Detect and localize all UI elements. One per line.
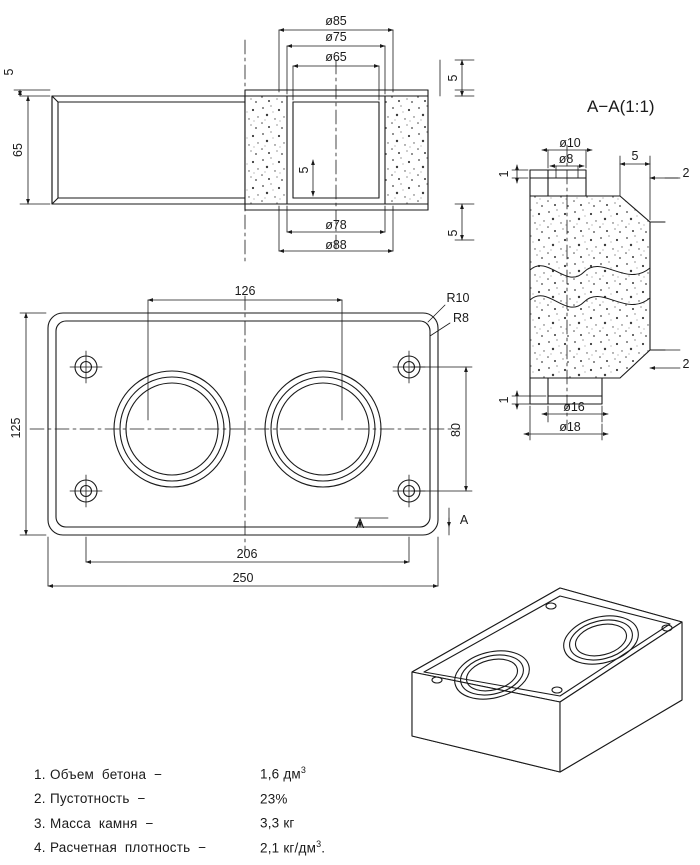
dim-d8: ø8 bbox=[558, 152, 574, 166]
notes-list bbox=[34, 760, 454, 858]
dim-d16: ø16 bbox=[563, 400, 585, 414]
dim-t5-right-bottom: 5 bbox=[446, 229, 460, 237]
dim-w126: 126 bbox=[234, 284, 256, 298]
dim-t5-inner: 5 bbox=[297, 166, 311, 174]
note-item bbox=[34, 834, 454, 859]
plan-view bbox=[48, 313, 438, 535]
dim-h65: 65 bbox=[11, 143, 25, 157]
dim-r10: R10 bbox=[446, 291, 470, 305]
dim-h125: 125 bbox=[9, 417, 23, 439]
dim-t2-bottom: 2 bbox=[682, 357, 690, 371]
dim-t1-top: 1 bbox=[497, 170, 511, 178]
dim-w5: 5 bbox=[631, 149, 639, 163]
dim-d18: ø18 bbox=[559, 420, 581, 434]
section-view-label: A−A(1:1) bbox=[587, 97, 655, 116]
isometric-view bbox=[412, 588, 682, 772]
note-value: 3,3 кг bbox=[260, 815, 295, 831]
note-item bbox=[34, 809, 454, 834]
dim-w250: 250 bbox=[232, 571, 254, 585]
note-number: 1. bbox=[34, 766, 46, 782]
section-a-a bbox=[530, 170, 665, 404]
dim-d75: ø75 bbox=[325, 30, 347, 44]
dim-t5-right-top: 5 bbox=[446, 74, 460, 82]
dim-w206: 206 bbox=[236, 547, 258, 561]
dim-d85: ø85 bbox=[325, 14, 347, 28]
note-number: 3. bbox=[34, 815, 46, 831]
plan-view-centerline bbox=[30, 296, 460, 552]
note-value: 2,1 $кг/дм^3$. bbox=[260, 838, 326, 855]
note-number: 4. bbox=[34, 840, 46, 855]
note-number: 2. bbox=[34, 791, 46, 806]
note-value: 23% bbox=[260, 791, 288, 806]
note-value: 1,6 $дм^3$ bbox=[260, 765, 307, 782]
section-mark-left: A bbox=[355, 517, 365, 531]
note-label: Масса камня − bbox=[50, 815, 154, 831]
plan-view-dimensions bbox=[20, 300, 472, 586]
dim-d65: ø65 bbox=[325, 50, 347, 64]
note-label: Расчетная плотность − bbox=[50, 840, 207, 855]
note-item bbox=[34, 760, 454, 785]
dim-d78: ø78 bbox=[325, 218, 347, 232]
section-mark-right: A bbox=[459, 513, 469, 527]
dim-t5-left: 5 bbox=[2, 68, 16, 76]
dim-d88: ø88 bbox=[325, 238, 347, 252]
note-label: Объем бетона − bbox=[50, 766, 163, 782]
dim-t2-top: 2 bbox=[682, 166, 690, 180]
dim-h80: 80 bbox=[449, 423, 463, 437]
front-view bbox=[52, 90, 428, 210]
dim-d10: ø10 bbox=[559, 136, 581, 150]
note-label: Пустотность − bbox=[50, 791, 146, 806]
note-item bbox=[34, 785, 454, 810]
dim-t1-bottom: 1 bbox=[497, 396, 511, 404]
dim-r8: R8 bbox=[453, 311, 469, 325]
